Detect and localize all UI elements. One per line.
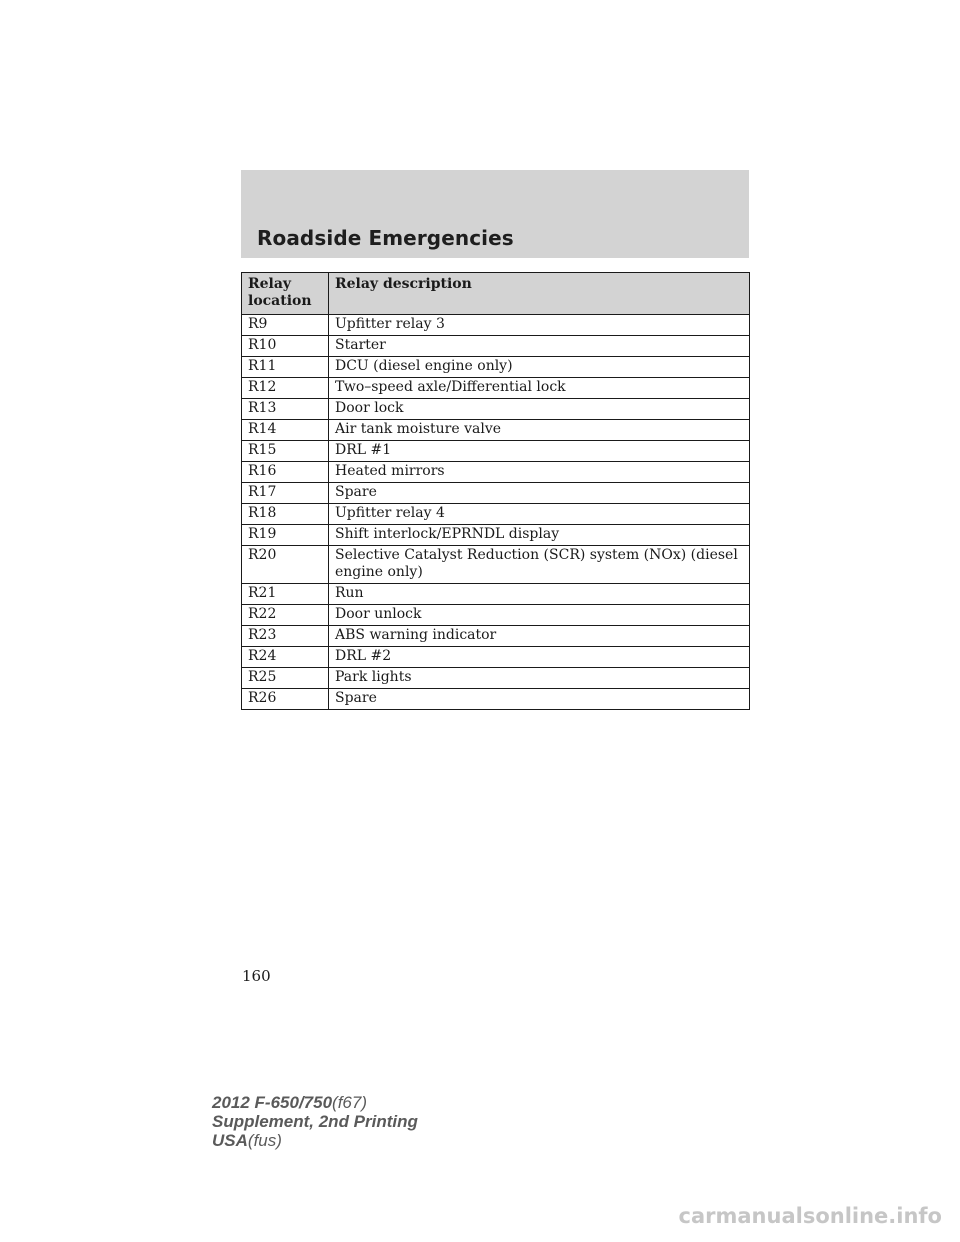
relay-location-cell: R16	[242, 462, 329, 483]
relay-description-cell: DRL #1	[329, 441, 750, 462]
relay-description-cell: Upfitter relay 3	[329, 315, 750, 336]
table-row	[242, 399, 750, 420]
table-row	[242, 647, 750, 668]
table-row	[242, 315, 750, 336]
relay-description-cell: Door lock	[329, 399, 750, 420]
footer-market: USA	[212, 1131, 248, 1150]
watermark: carmanualsonline.info	[678, 1204, 942, 1228]
footer-line-market	[212, 1131, 418, 1150]
relay-location-cell: R20	[242, 546, 329, 584]
relay-description-cell: Starter	[329, 336, 750, 357]
table-row	[242, 525, 750, 546]
page-number: 160	[242, 967, 271, 985]
footer-line-edition: Supplement, 2nd Printing	[212, 1112, 418, 1131]
table-row	[242, 584, 750, 605]
table-row	[242, 626, 750, 647]
relay-location-cell: R14	[242, 420, 329, 441]
relay-description-cell: DCU (diesel engine only)	[329, 357, 750, 378]
relay-location-cell: R10	[242, 336, 329, 357]
relay-description-cell: Run	[329, 584, 750, 605]
table-row	[242, 420, 750, 441]
relay-description-cell: Upfitter relay 4	[329, 504, 750, 525]
table-row	[242, 441, 750, 462]
relay-location-cell: R21	[242, 584, 329, 605]
table-row	[242, 605, 750, 626]
relay-description-cell: ABS warning indicator	[329, 626, 750, 647]
relay-location-cell: R25	[242, 668, 329, 689]
table-row	[242, 483, 750, 504]
relay-description-cell: Door unlock	[329, 605, 750, 626]
relay-location-cell: R24	[242, 647, 329, 668]
relay-description-cell: Selective Catalyst Reduction (SCR) system (NOx) (diesel engine only)	[329, 546, 750, 584]
relay-description-cell: Heated mirrors	[329, 462, 750, 483]
table-row	[242, 504, 750, 525]
relay-location-cell: R17	[242, 483, 329, 504]
relay-location-cell: R9	[242, 315, 329, 336]
relay-location-cell: R22	[242, 605, 329, 626]
table-header-row	[242, 273, 750, 315]
relay-location-cell: R12	[242, 378, 329, 399]
table-row	[242, 668, 750, 689]
table-row	[242, 546, 750, 584]
relay-location-cell: R11	[242, 357, 329, 378]
footer-market-code: (fus)	[247, 1131, 282, 1150]
relay-location-cell: R19	[242, 525, 329, 546]
relay-location-cell: R15	[242, 441, 329, 462]
relay-location-cell: R13	[242, 399, 329, 420]
relay-description-cell: DRL #2	[329, 647, 750, 668]
table-row	[242, 689, 750, 710]
table-row	[242, 357, 750, 378]
table-row	[242, 378, 750, 399]
relay-description-cell: Park lights	[329, 668, 750, 689]
column-header-description: Relay description	[329, 273, 750, 315]
relay-description-cell: Spare	[329, 689, 750, 710]
relay-location-cell: R26	[242, 689, 329, 710]
relay-description-cell: Spare	[329, 483, 750, 504]
relay-table	[241, 272, 750, 710]
footer-model: 2012 F-650/750	[212, 1093, 333, 1112]
section-title: Roadside Emergencies	[257, 226, 514, 250]
footer-imprint	[212, 1093, 418, 1150]
relay-location-cell: R18	[242, 504, 329, 525]
relay-location-cell: R23	[242, 626, 329, 647]
footer-line-model	[212, 1093, 418, 1112]
table-row	[242, 462, 750, 483]
footer-model-code: (f67)	[332, 1093, 368, 1112]
table-row	[242, 336, 750, 357]
column-header-location: Relay location	[242, 273, 329, 315]
relay-description-cell: Air tank moisture valve	[329, 420, 750, 441]
relay-description-cell: Shift interlock/EPRNDL display	[329, 525, 750, 546]
relay-description-cell: Two–speed axle/Differential lock	[329, 378, 750, 399]
